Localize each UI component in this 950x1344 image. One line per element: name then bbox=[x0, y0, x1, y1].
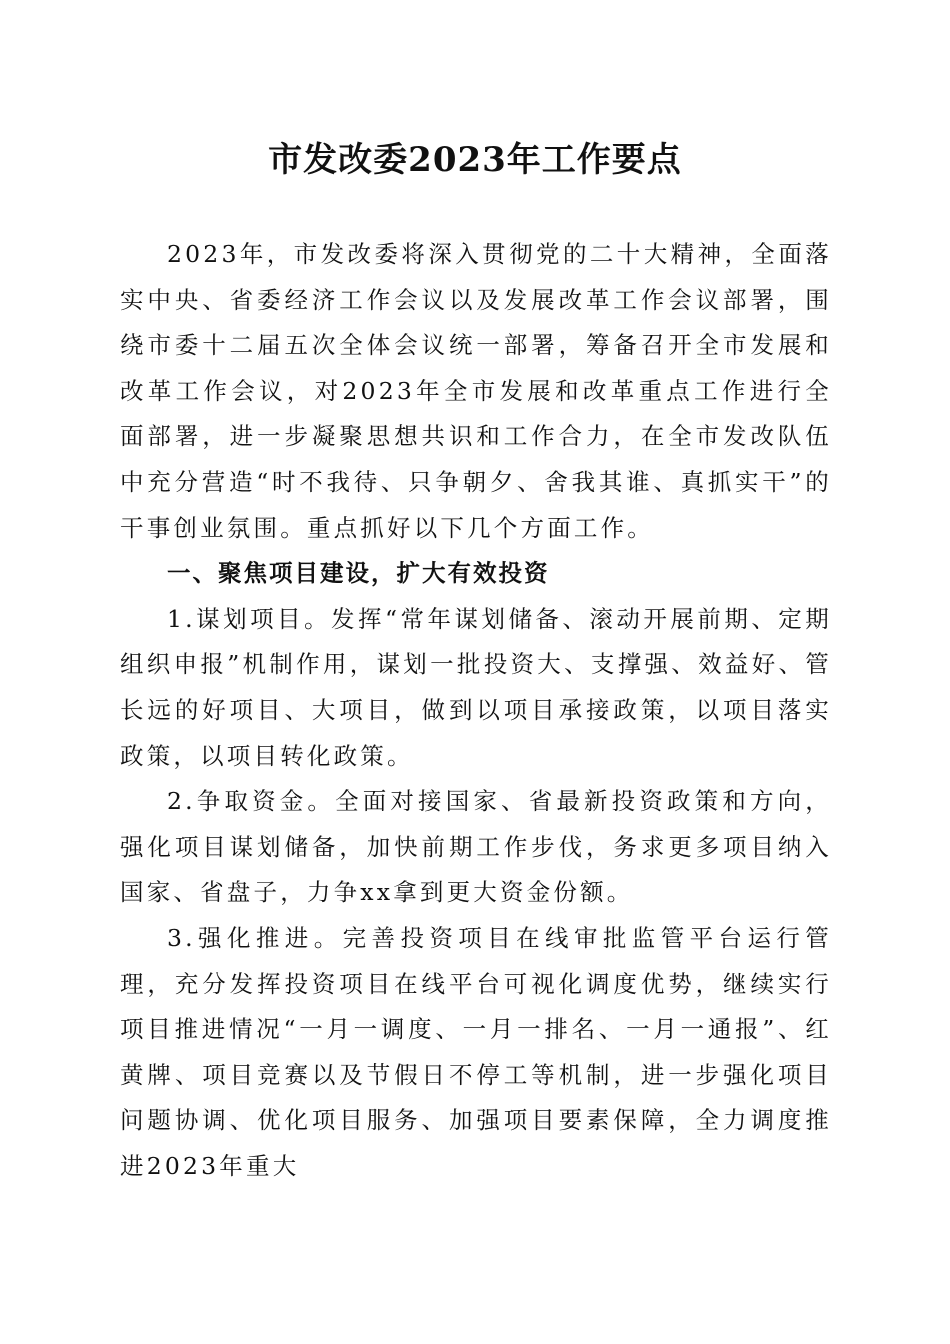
section-heading-1: 一、聚焦项目建设，扩大有效投资 bbox=[167, 559, 550, 588]
document-body bbox=[120, 232, 832, 1189]
section-1-item-2: 2.争取资金。全面对接国家、省最新投资政策和方向，强化项目谋划储备，加快前期工作步伐，务求更多项目纳入国家、省盘子，力争xx拿到更大资金份额。 bbox=[120, 787, 832, 907]
intro-paragraph: 2023年，市发改委将深入贯彻党的二十大精神，全面落实中央、省委经济工作会议以及发展改革工作会议部署，围绕市委十二届五次全体会议统一部署，筹备召开全市发展和改革工作会议，对2023年全市发展和改革重点工作进行全面部署，进一步凝聚思想共识和工作合力，在全市发改队伍中充分营造“时不我待、只争朝夕、舍我其谁、真抓实干”的干事创业氛围。重点抓好以下几个方面工作。 bbox=[120, 240, 832, 542]
section-1-item-1: 1.谋划项目。发挥“常年谋划储备、滚动开展前期、定期组织申报”机制作用，谋划一批投资大、支撑强、效益好、管长远的好项目、大项目，做到以项目承接政策，以项目落实政策，以项目转化政策。 bbox=[120, 604, 832, 770]
section-1-item-3: 3.强化推进。完善投资项目在线审批监管平台运行管理，充分发挥投资项目在线平台可视化调度优势，继续实行项目推进情况“一月一调度、一月一排名、一月一通报”、红黄牌、项目竞赛以及节假日不停工等机制，进一步强化项目问题协调、优化项目服务、加强项目要素保障，全力调度推进2023年重大 bbox=[120, 923, 832, 1180]
page-title: 市发改委2023年工作要点 bbox=[268, 140, 682, 180]
